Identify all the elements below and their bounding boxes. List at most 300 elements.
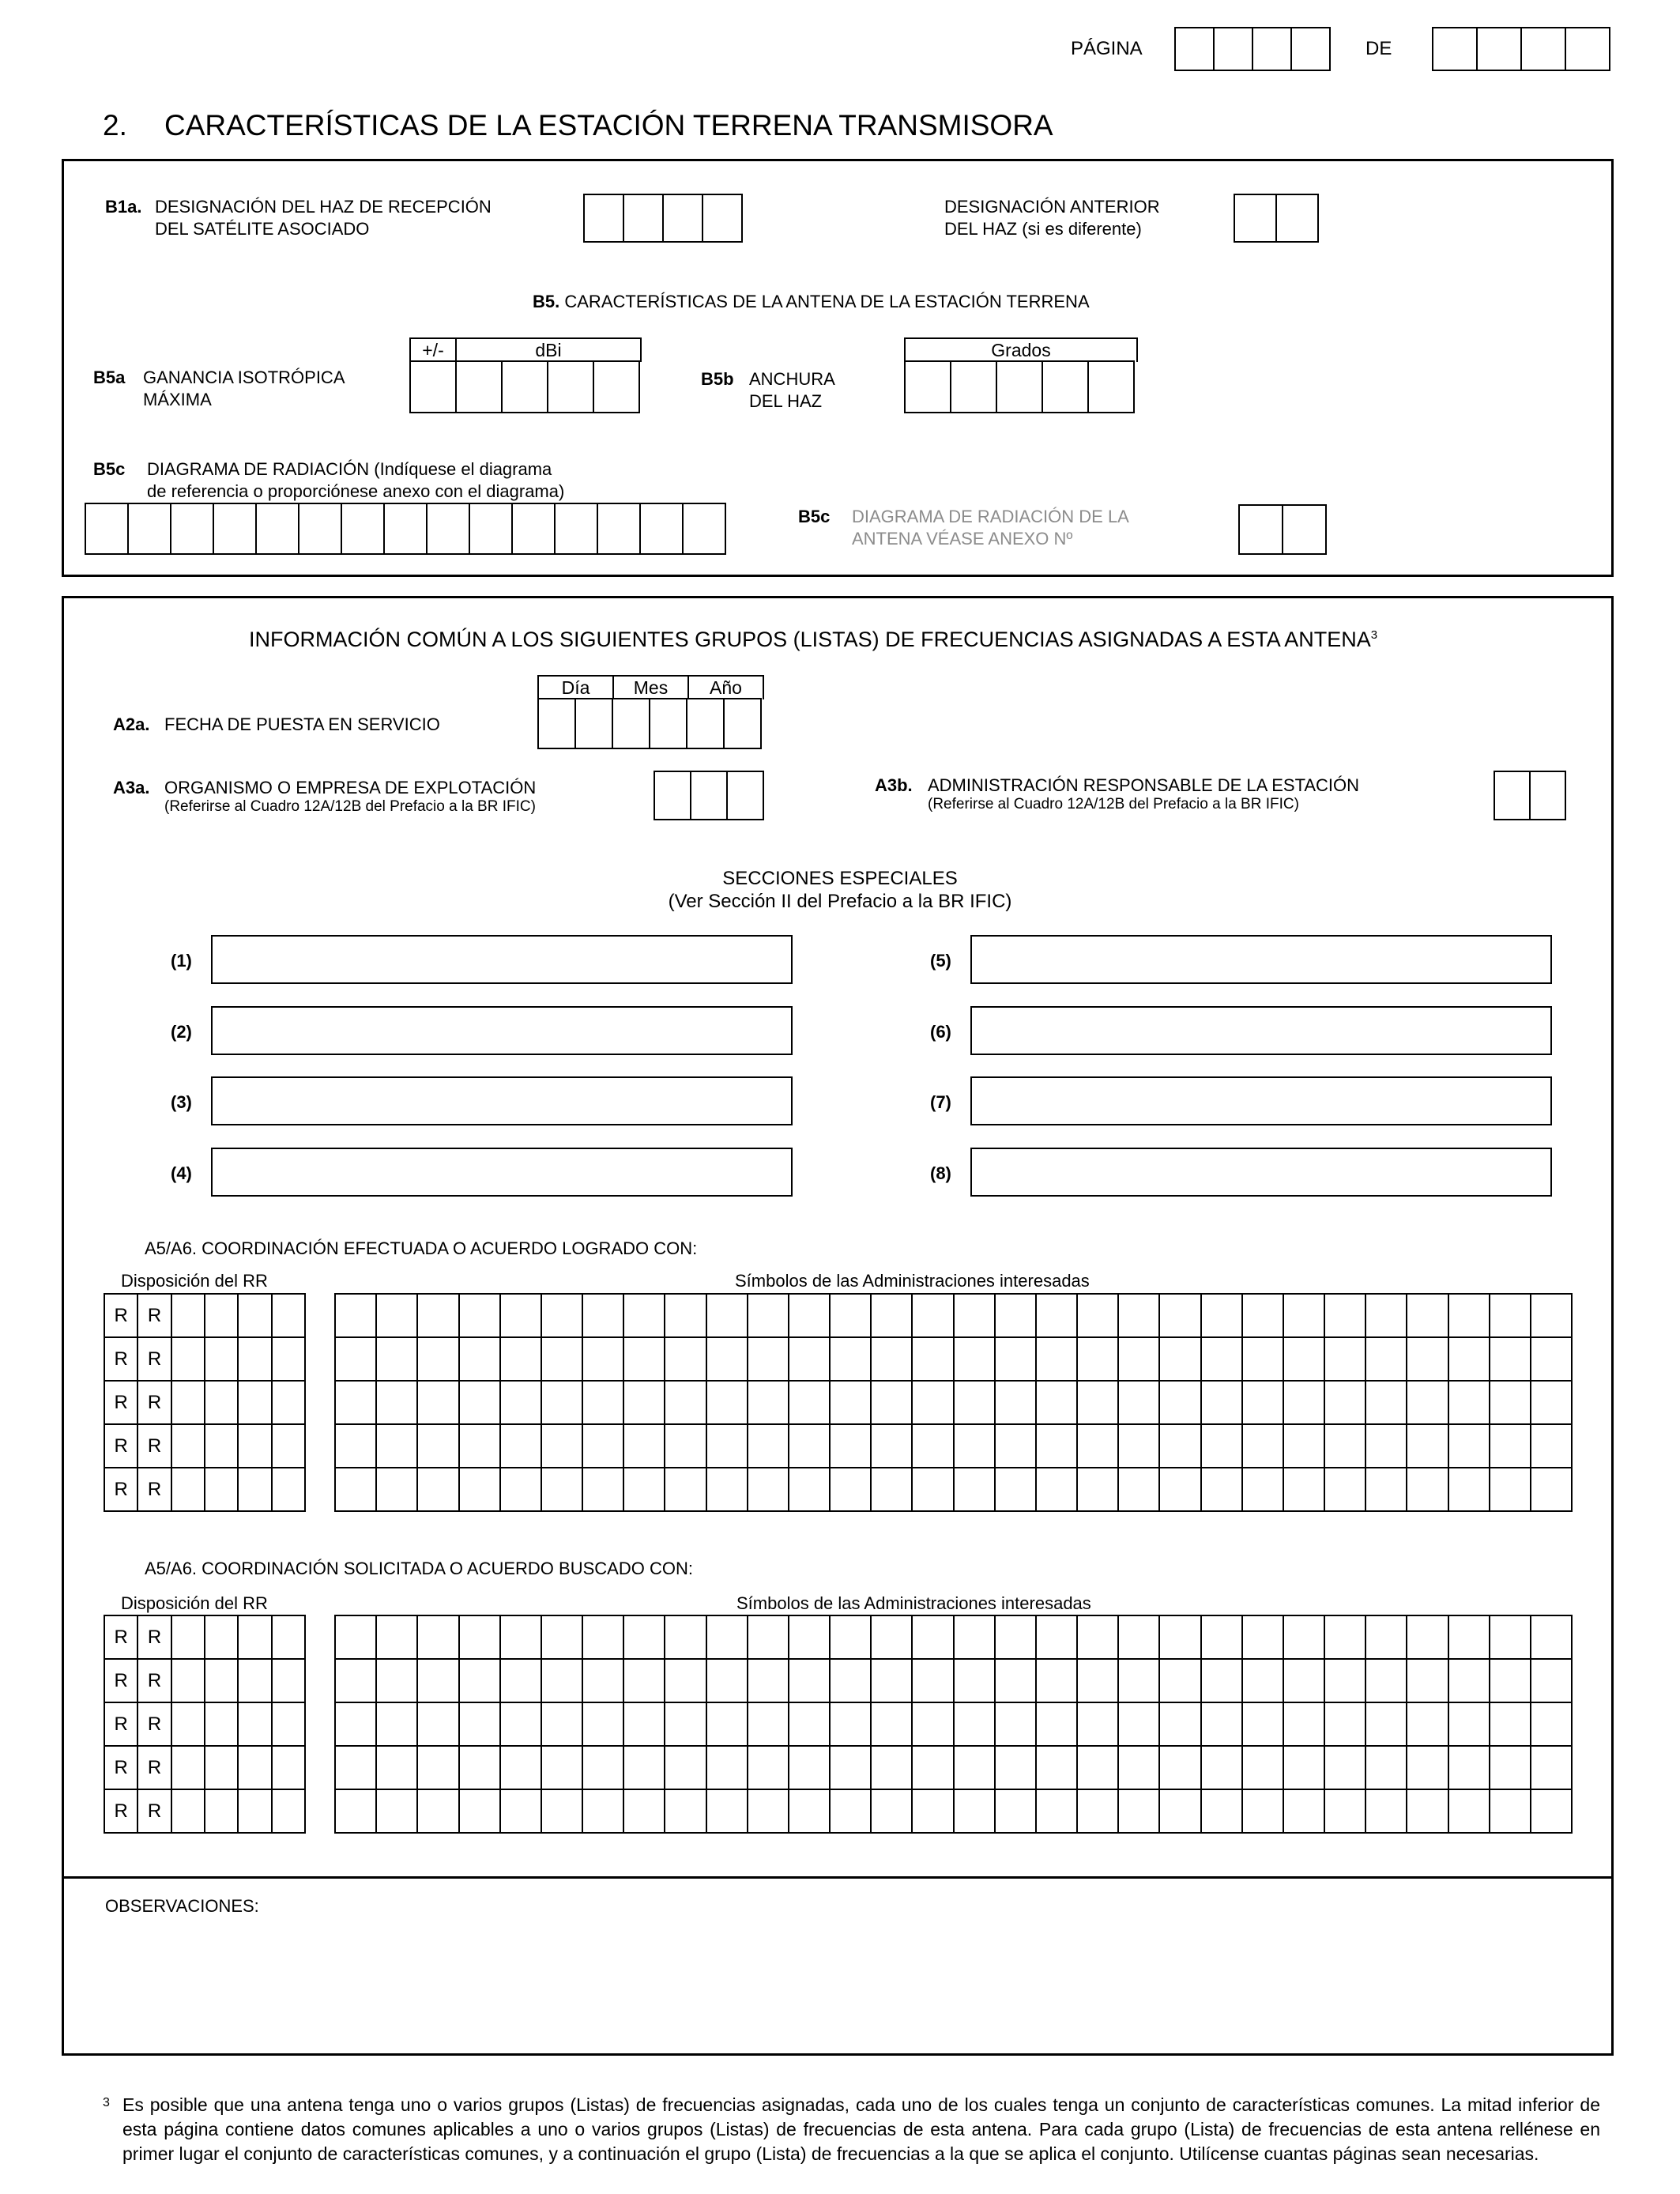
admin-symbol-cell[interactable] [501,1703,542,1747]
admin-symbol-cell[interactable] [789,1790,831,1834]
admin-symbol-cell[interactable] [913,1660,954,1703]
admin-symbol-cell[interactable] [707,1295,748,1338]
admin-symbol-cell[interactable] [1407,1338,1448,1382]
admin-symbol-cell[interactable] [1037,1468,1078,1512]
admin-symbol-cell[interactable] [1119,1790,1160,1834]
admin-symbol-cell[interactable] [1119,1703,1160,1747]
admin-symbol-cell[interactable] [665,1747,706,1790]
admin-symbol-cell[interactable] [1407,1790,1448,1834]
rr-entry-cell[interactable] [172,1338,205,1382]
admin-symbol-cell[interactable] [665,1295,706,1338]
admin-symbol-cell[interactable] [913,1468,954,1512]
admin-symbol-cell[interactable] [872,1790,913,1834]
coord-req-admin-grid[interactable] [334,1615,1573,1834]
admin-symbol-cell[interactable] [955,1790,996,1834]
admin-symbol-cell[interactable] [789,1468,831,1512]
admin-symbol-cell[interactable] [336,1660,377,1703]
admin-symbol-cell[interactable] [460,1468,501,1512]
admin-symbol-cell[interactable] [789,1616,831,1660]
admin-symbol-cell[interactable] [1202,1295,1243,1338]
admin-symbol-cell[interactable] [665,1660,706,1703]
admin-symbol-cell[interactable] [1449,1703,1490,1747]
admin-symbol-cell[interactable] [1449,1338,1490,1382]
admin-symbol-cell[interactable] [460,1425,501,1468]
admin-symbol-cell[interactable] [707,1747,748,1790]
admin-symbol-cell[interactable] [1243,1425,1284,1468]
admin-symbol-cell[interactable] [1284,1338,1325,1382]
rr-entry-cell[interactable] [239,1295,272,1338]
a3b-administration-boxes[interactable] [1494,771,1566,820]
admin-symbol-cell[interactable] [460,1747,501,1790]
admin-symbol-cell[interactable] [418,1468,459,1512]
admin-symbol-cell[interactable] [1490,1616,1531,1660]
rr-entry-cell[interactable] [273,1382,306,1425]
admin-symbol-cell[interactable] [418,1338,459,1382]
admin-symbol-cell[interactable] [872,1468,913,1512]
admin-symbol-cell[interactable] [1243,1747,1284,1790]
admin-symbol-cell[interactable] [1284,1616,1325,1660]
admin-symbol-cell[interactable] [1325,1747,1366,1790]
admin-symbol-cell[interactable] [1449,1295,1490,1338]
admin-symbol-cell[interactable] [748,1295,789,1338]
admin-symbol-cell[interactable] [1202,1338,1243,1382]
observations-field[interactable] [87,1928,1588,2039]
admin-symbol-cell[interactable] [707,1338,748,1382]
rr-entry-cell[interactable] [239,1382,272,1425]
admin-symbol-cell[interactable] [501,1660,542,1703]
admin-symbol-cell[interactable] [460,1703,501,1747]
admin-symbol-cell[interactable] [583,1660,624,1703]
admin-symbol-cell[interactable] [1202,1747,1243,1790]
admin-symbol-cell[interactable] [996,1425,1037,1468]
admin-symbol-cell[interactable] [665,1616,706,1660]
admin-symbol-cell[interactable] [831,1382,872,1425]
admin-symbol-cell[interactable] [624,1790,665,1834]
admin-symbol-cell[interactable] [1366,1747,1407,1790]
admin-symbol-cell[interactable] [336,1382,377,1425]
admin-symbol-cell[interactable] [583,1382,624,1425]
admin-symbol-cell[interactable] [1160,1468,1201,1512]
admin-symbol-cell[interactable] [583,1468,624,1512]
admin-symbol-cell[interactable] [955,1382,996,1425]
admin-symbol-cell[interactable] [1449,1616,1490,1660]
admin-symbol-cell[interactable] [872,1338,913,1382]
admin-symbol-cell[interactable] [336,1747,377,1790]
admin-symbol-cell[interactable] [1449,1790,1490,1834]
page-number-boxes[interactable] [1174,27,1331,71]
admin-symbol-cell[interactable] [1160,1338,1201,1382]
rr-entry-cell[interactable] [273,1703,306,1747]
admin-symbol-cell[interactable] [872,1703,913,1747]
b5a-gain-boxes[interactable] [409,360,640,413]
admin-symbol-cell[interactable] [1490,1295,1531,1338]
admin-symbol-cell[interactable] [1407,1468,1448,1512]
admin-symbol-cell[interactable] [1407,1703,1448,1747]
admin-symbol-cell[interactable] [1160,1425,1201,1468]
rr-entry-cell[interactable] [239,1790,272,1834]
rr-entry-cell[interactable] [239,1703,272,1747]
special-section-8-field[interactable] [970,1148,1552,1197]
admin-symbol-cell[interactable] [1037,1703,1078,1747]
admin-symbol-cell[interactable] [1449,1382,1490,1425]
admin-symbol-cell[interactable] [1160,1616,1201,1660]
admin-symbol-cell[interactable] [1407,1295,1448,1338]
admin-symbol-cell[interactable] [913,1616,954,1660]
admin-symbol-cell[interactable] [707,1616,748,1660]
admin-symbol-cell[interactable] [1202,1616,1243,1660]
admin-symbol-cell[interactable] [913,1338,954,1382]
a2a-date-boxes[interactable] [537,698,762,749]
admin-symbol-cell[interactable] [1407,1747,1448,1790]
rr-entry-cell[interactable] [205,1295,239,1338]
admin-symbol-cell[interactable] [1037,1295,1078,1338]
admin-symbol-cell[interactable] [1449,1425,1490,1468]
admin-symbol-cell[interactable] [501,1468,542,1512]
rr-entry-cell[interactable] [172,1660,205,1703]
admin-symbol-cell[interactable] [624,1616,665,1660]
admin-symbol-cell[interactable] [1078,1425,1119,1468]
admin-symbol-cell[interactable] [1243,1295,1284,1338]
admin-symbol-cell[interactable] [831,1616,872,1660]
admin-symbol-cell[interactable] [872,1747,913,1790]
b5c-pattern-boxes[interactable] [85,503,726,555]
special-section-5-field[interactable] [970,935,1552,984]
admin-symbol-cell[interactable] [913,1382,954,1425]
admin-symbol-cell[interactable] [996,1747,1037,1790]
admin-symbol-cell[interactable] [996,1295,1037,1338]
admin-symbol-cell[interactable] [1531,1790,1573,1834]
admin-symbol-cell[interactable] [831,1468,872,1512]
rr-entry-cell[interactable] [205,1338,239,1382]
rr-entry-cell[interactable] [205,1616,239,1660]
admin-symbol-cell[interactable] [955,1703,996,1747]
admin-symbol-cell[interactable] [1531,1338,1573,1382]
admin-symbol-cell[interactable] [1078,1295,1119,1338]
b1a-beam-boxes[interactable] [583,194,743,243]
rr-entry-cell[interactable] [273,1338,306,1382]
admin-symbol-cell[interactable] [1243,1790,1284,1834]
admin-symbol-cell[interactable] [418,1703,459,1747]
rr-entry-cell[interactable] [239,1338,272,1382]
admin-symbol-cell[interactable] [501,1790,542,1834]
admin-symbol-cell[interactable] [377,1747,418,1790]
rr-entry-cell[interactable] [205,1425,239,1468]
admin-symbol-cell[interactable] [418,1382,459,1425]
rr-entry-cell[interactable] [205,1660,239,1703]
admin-symbol-cell[interactable] [955,1616,996,1660]
admin-symbol-cell[interactable] [1037,1338,1078,1382]
special-section-7-field[interactable] [970,1076,1552,1125]
admin-symbol-cell[interactable] [624,1425,665,1468]
admin-symbol-cell[interactable] [1078,1703,1119,1747]
admin-symbol-cell[interactable] [377,1703,418,1747]
admin-symbol-cell[interactable] [501,1425,542,1468]
admin-symbol-cell[interactable] [1284,1790,1325,1834]
admin-symbol-cell[interactable] [996,1338,1037,1382]
admin-symbol-cell[interactable] [996,1790,1037,1834]
admin-symbol-cell[interactable] [1160,1382,1201,1425]
prev-beam-boxes[interactable] [1234,194,1319,243]
rr-entry-cell[interactable] [172,1703,205,1747]
admin-symbol-cell[interactable] [1037,1660,1078,1703]
admin-symbol-cell[interactable] [1325,1616,1366,1660]
rr-entry-cell[interactable] [172,1295,205,1338]
special-section-4-field[interactable] [211,1148,793,1197]
admin-symbol-cell[interactable] [665,1790,706,1834]
admin-symbol-cell[interactable] [1202,1382,1243,1425]
admin-symbol-cell[interactable] [1407,1425,1448,1468]
admin-symbol-cell[interactable] [913,1425,954,1468]
admin-symbol-cell[interactable] [542,1790,583,1834]
admin-symbol-cell[interactable] [542,1382,583,1425]
admin-symbol-cell[interactable] [583,1703,624,1747]
admin-symbol-cell[interactable] [1325,1425,1366,1468]
admin-symbol-cell[interactable] [1490,1382,1531,1425]
admin-symbol-cell[interactable] [1284,1468,1325,1512]
admin-symbol-cell[interactable] [1366,1338,1407,1382]
admin-symbol-cell[interactable] [1202,1468,1243,1512]
admin-symbol-cell[interactable] [1531,1747,1573,1790]
admin-symbol-cell[interactable] [542,1338,583,1382]
admin-symbol-cell[interactable] [1243,1338,1284,1382]
admin-symbol-cell[interactable] [377,1425,418,1468]
admin-symbol-cell[interactable] [1119,1425,1160,1468]
admin-symbol-cell[interactable] [1284,1747,1325,1790]
admin-symbol-cell[interactable] [1490,1790,1531,1834]
admin-symbol-cell[interactable] [1284,1425,1325,1468]
b5b-beamwidth-boxes[interactable] [904,360,1135,413]
admin-symbol-cell[interactable] [831,1790,872,1834]
admin-symbol-cell[interactable] [377,1382,418,1425]
admin-symbol-cell[interactable] [1366,1660,1407,1703]
admin-symbol-cell[interactable] [501,1616,542,1660]
admin-symbol-cell[interactable] [955,1747,996,1790]
admin-symbol-cell[interactable] [542,1295,583,1338]
admin-symbol-cell[interactable] [748,1790,789,1834]
admin-symbol-cell[interactable] [1037,1790,1078,1834]
rr-entry-cell[interactable] [239,1747,272,1790]
rr-entry-cell[interactable] [273,1790,306,1834]
admin-symbol-cell[interactable] [1284,1382,1325,1425]
admin-symbol-cell[interactable] [624,1338,665,1382]
admin-symbol-cell[interactable] [501,1295,542,1338]
admin-symbol-cell[interactable] [542,1747,583,1790]
admin-symbol-cell[interactable] [831,1660,872,1703]
admin-symbol-cell[interactable] [1160,1295,1201,1338]
admin-symbol-cell[interactable] [831,1425,872,1468]
admin-symbol-cell[interactable] [460,1660,501,1703]
admin-symbol-cell[interactable] [336,1295,377,1338]
admin-symbol-cell[interactable] [1078,1660,1119,1703]
rr-entry-cell[interactable] [172,1382,205,1425]
rr-entry-cell[interactable] [205,1790,239,1834]
admin-symbol-cell[interactable] [1407,1382,1448,1425]
admin-symbol-cell[interactable] [1325,1703,1366,1747]
admin-symbol-cell[interactable] [583,1338,624,1382]
admin-symbol-cell[interactable] [1490,1425,1531,1468]
admin-symbol-cell[interactable] [913,1703,954,1747]
admin-symbol-cell[interactable] [872,1660,913,1703]
admin-symbol-cell[interactable] [1037,1382,1078,1425]
admin-symbol-cell[interactable] [1449,1660,1490,1703]
admin-symbol-cell[interactable] [748,1468,789,1512]
coord-done-admin-grid[interactable] [334,1293,1573,1512]
admin-symbol-cell[interactable] [1366,1382,1407,1425]
admin-symbol-cell[interactable] [996,1660,1037,1703]
admin-symbol-cell[interactable] [789,1703,831,1747]
admin-symbol-cell[interactable] [1160,1660,1201,1703]
page-total-boxes[interactable] [1432,27,1610,71]
rr-entry-cell[interactable] [273,1468,306,1512]
admin-symbol-cell[interactable] [707,1382,748,1425]
admin-symbol-cell[interactable] [1119,1747,1160,1790]
admin-symbol-cell[interactable] [955,1338,996,1382]
admin-symbol-cell[interactable] [460,1295,501,1338]
admin-symbol-cell[interactable] [1366,1425,1407,1468]
admin-symbol-cell[interactable] [996,1468,1037,1512]
admin-symbol-cell[interactable] [748,1703,789,1747]
admin-symbol-cell[interactable] [831,1338,872,1382]
admin-symbol-cell[interactable] [624,1295,665,1338]
admin-symbol-cell[interactable] [1407,1616,1448,1660]
admin-symbol-cell[interactable] [1284,1660,1325,1703]
admin-symbol-cell[interactable] [1366,1616,1407,1660]
admin-symbol-cell[interactable] [460,1382,501,1425]
admin-symbol-cell[interactable] [377,1660,418,1703]
admin-symbol-cell[interactable] [1119,1295,1160,1338]
admin-symbol-cell[interactable] [1325,1382,1366,1425]
admin-symbol-cell[interactable] [707,1660,748,1703]
coord-req-rr-grid[interactable] [104,1615,306,1834]
admin-symbol-cell[interactable] [1366,1703,1407,1747]
admin-symbol-cell[interactable] [1202,1660,1243,1703]
rr-entry-cell[interactable] [273,1747,306,1790]
rr-entry-cell[interactable] [239,1468,272,1512]
admin-symbol-cell[interactable] [665,1468,706,1512]
admin-symbol-cell[interactable] [501,1747,542,1790]
admin-symbol-cell[interactable] [789,1747,831,1790]
special-section-2-field[interactable] [211,1006,793,1055]
rr-entry-cell[interactable] [239,1616,272,1660]
admin-symbol-cell[interactable] [1531,1660,1573,1703]
rr-entry-cell[interactable] [273,1425,306,1468]
admin-symbol-cell[interactable] [1078,1747,1119,1790]
rr-entry-cell[interactable] [205,1468,239,1512]
admin-symbol-cell[interactable] [583,1747,624,1790]
admin-symbol-cell[interactable] [460,1338,501,1382]
admin-symbol-cell[interactable] [789,1295,831,1338]
admin-symbol-cell[interactable] [336,1703,377,1747]
admin-symbol-cell[interactable] [377,1295,418,1338]
admin-symbol-cell[interactable] [542,1468,583,1512]
admin-symbol-cell[interactable] [336,1425,377,1468]
admin-symbol-cell[interactable] [665,1425,706,1468]
admin-symbol-cell[interactable] [1531,1425,1573,1468]
admin-symbol-cell[interactable] [955,1660,996,1703]
rr-entry-cell[interactable] [172,1790,205,1834]
admin-symbol-cell[interactable] [1202,1703,1243,1747]
admin-symbol-cell[interactable] [1531,1468,1573,1512]
admin-symbol-cell[interactable] [748,1747,789,1790]
admin-symbol-cell[interactable] [624,1660,665,1703]
rr-entry-cell[interactable] [172,1425,205,1468]
admin-symbol-cell[interactable] [1119,1382,1160,1425]
rr-entry-cell[interactable] [172,1616,205,1660]
admin-symbol-cell[interactable] [460,1616,501,1660]
admin-symbol-cell[interactable] [1325,1660,1366,1703]
admin-symbol-cell[interactable] [1490,1703,1531,1747]
admin-symbol-cell[interactable] [1078,1616,1119,1660]
admin-symbol-cell[interactable] [996,1703,1037,1747]
admin-symbol-cell[interactable] [1037,1616,1078,1660]
admin-symbol-cell[interactable] [872,1382,913,1425]
admin-symbol-cell[interactable] [542,1616,583,1660]
admin-symbol-cell[interactable] [1119,1616,1160,1660]
admin-symbol-cell[interactable] [1078,1338,1119,1382]
admin-symbol-cell[interactable] [707,1425,748,1468]
admin-symbol-cell[interactable] [748,1338,789,1382]
admin-symbol-cell[interactable] [913,1295,954,1338]
admin-symbol-cell[interactable] [1160,1790,1201,1834]
admin-symbol-cell[interactable] [583,1295,624,1338]
admin-symbol-cell[interactable] [542,1660,583,1703]
admin-symbol-cell[interactable] [831,1295,872,1338]
rr-entry-cell[interactable] [205,1703,239,1747]
admin-symbol-cell[interactable] [624,1468,665,1512]
admin-symbol-cell[interactable] [872,1616,913,1660]
admin-symbol-cell[interactable] [789,1382,831,1425]
admin-symbol-cell[interactable] [1078,1382,1119,1425]
special-section-3-field[interactable] [211,1076,793,1125]
admin-symbol-cell[interactable] [1202,1790,1243,1834]
rr-entry-cell[interactable] [172,1468,205,1512]
admin-symbol-cell[interactable] [377,1338,418,1382]
admin-symbol-cell[interactable] [583,1425,624,1468]
rr-entry-cell[interactable] [273,1660,306,1703]
admin-symbol-cell[interactable] [1531,1382,1573,1425]
admin-symbol-cell[interactable] [996,1382,1037,1425]
rr-entry-cell[interactable] [239,1660,272,1703]
admin-symbol-cell[interactable] [1490,1468,1531,1512]
admin-symbol-cell[interactable] [707,1703,748,1747]
admin-symbol-cell[interactable] [418,1790,459,1834]
rr-entry-cell[interactable] [205,1382,239,1425]
admin-symbol-cell[interactable] [1119,1660,1160,1703]
admin-symbol-cell[interactable] [1366,1295,1407,1338]
admin-symbol-cell[interactable] [1366,1790,1407,1834]
admin-symbol-cell[interactable] [336,1468,377,1512]
admin-symbol-cell[interactable] [1490,1338,1531,1382]
admin-symbol-cell[interactable] [1119,1468,1160,1512]
admin-symbol-cell[interactable] [1037,1425,1078,1468]
admin-symbol-cell[interactable] [1531,1616,1573,1660]
admin-symbol-cell[interactable] [996,1616,1037,1660]
admin-symbol-cell[interactable] [1325,1295,1366,1338]
admin-symbol-cell[interactable] [665,1382,706,1425]
a3a-operator-boxes[interactable] [654,771,764,820]
admin-symbol-cell[interactable] [1490,1747,1531,1790]
admin-symbol-cell[interactable] [1243,1468,1284,1512]
admin-symbol-cell[interactable] [872,1295,913,1338]
admin-symbol-cell[interactable] [665,1338,706,1382]
admin-symbol-cell[interactable] [336,1616,377,1660]
admin-symbol-cell[interactable] [418,1616,459,1660]
admin-symbol-cell[interactable] [831,1747,872,1790]
admin-symbol-cell[interactable] [542,1703,583,1747]
admin-symbol-cell[interactable] [1243,1382,1284,1425]
rr-entry-cell[interactable] [205,1747,239,1790]
admin-symbol-cell[interactable] [707,1790,748,1834]
